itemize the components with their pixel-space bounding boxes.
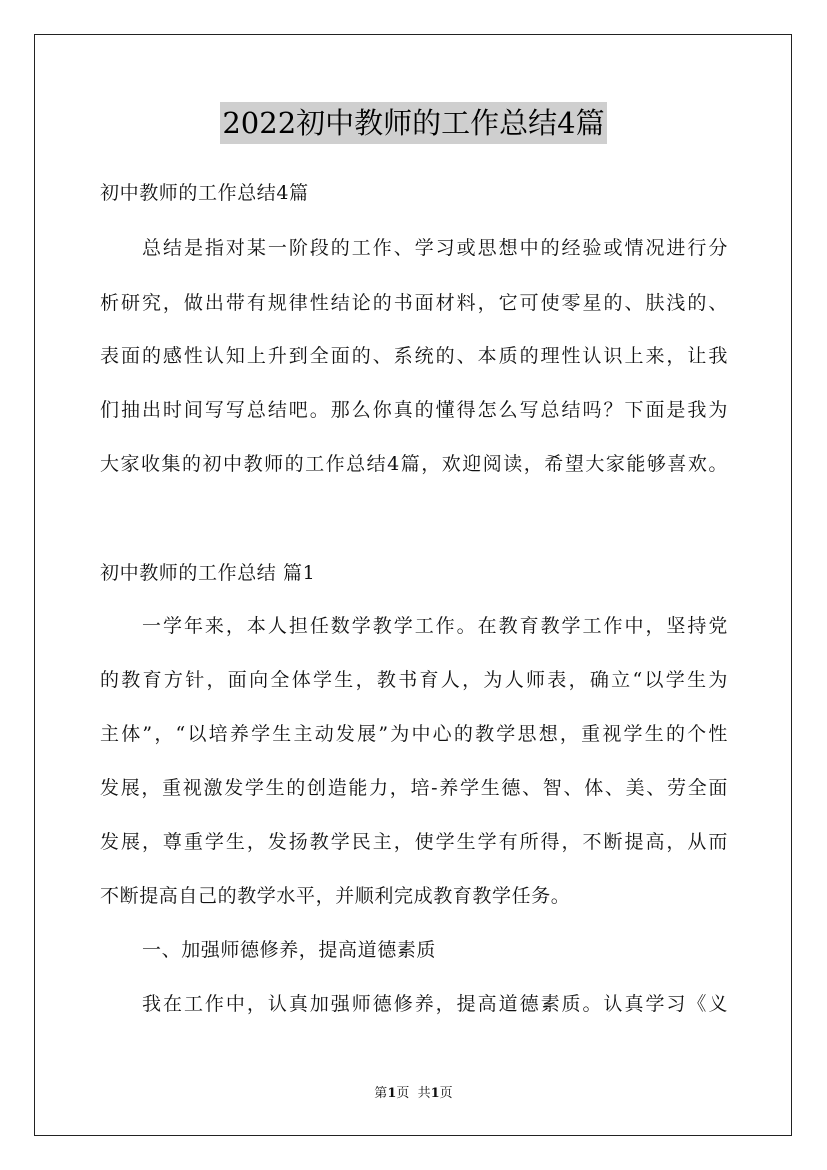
document-subtitle: 初中教师的工作总结4篇 — [100, 182, 309, 204]
intro-line-4: 们抽出时间写写总结吧。那么你真的懂得怎么写总结吗？下面是我为 — [100, 399, 728, 421]
section-heading: 初中教师的工作总结 篇1 — [100, 562, 316, 584]
section-line-5: 发展，尊重学生，发扬教学民主，使学生学有所得，不断提高，从而 — [100, 831, 728, 853]
intro-line-3: 表面的感性认知上升到全面的、系统的、本质的理性认识上来，让我 — [100, 345, 728, 367]
footer-page-current: 1 — [387, 1086, 397, 1101]
footer-mid: 页 共 — [396, 1086, 431, 1101]
section-line-4: 发展，重视激发学生的创造能力，培-养学生德、智、体、美、劳全面 — [100, 777, 728, 799]
page-footer — [0, 1085, 827, 1103]
document-title: 2022初中教师的工作总结4篇 — [220, 102, 606, 144]
intro-line-1: 总结是指对某一阶段的工作、学习或思想中的经验或情况进行分 — [142, 237, 728, 259]
section-line-3: 主体”，“以培养学生主动发展”为中心的教学思想，重视学生的个性 — [100, 723, 728, 745]
section-line-1: 一学年来，本人担任数学教学工作。在教育教学工作中，坚持党 — [142, 615, 728, 637]
footer-suffix: 页 — [439, 1086, 453, 1101]
title-container — [0, 102, 827, 144]
subheading: 一、加强师德修养，提高道德素质 — [142, 939, 437, 961]
section-line-6: 不断提高自己的教学水平，并顺利完成教育教学任务。 — [100, 885, 571, 907]
section-line-2: 的教育方针，面向全体学生，教书育人，为人师表，确立“以学生为 — [100, 669, 728, 691]
footer-page-total: 1 — [430, 1086, 440, 1101]
footer-prefix: 第 — [374, 1086, 388, 1101]
last-line: 我在工作中，认真加强师德修养，提高道德素质。认真学习《义 — [142, 993, 728, 1015]
intro-line-2: 析研究，做出带有规律性结论的书面材料，它可使零星的、肤浅的、 — [100, 292, 728, 314]
intro-line-5: 大家收集的初中教师的工作总结4篇，欢迎阅读，希望大家能够喜欢。 — [100, 453, 728, 475]
